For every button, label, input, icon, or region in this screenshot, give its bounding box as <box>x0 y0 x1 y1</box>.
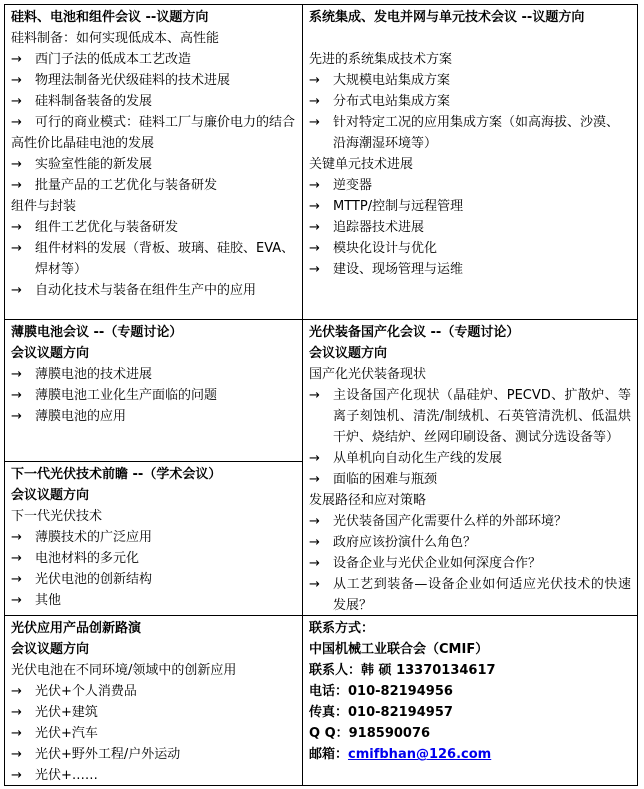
list-item: → 从单机向自动化生产线的发展 <box>309 448 631 469</box>
list-item: → 光伏装备国产化需要什么样的外部环境？ <box>309 511 631 532</box>
arrow-icon: → <box>309 535 320 550</box>
arrow-icon: → <box>11 283 22 298</box>
contact-fax-label: 传真： <box>309 705 349 720</box>
arrow-icon: → <box>11 241 22 256</box>
arrow-icon: → <box>309 241 320 256</box>
contact-person-row <box>309 660 631 681</box>
contact-person-label: 联系人： <box>309 663 362 678</box>
contact-tel-row <box>309 681 631 702</box>
list-item: → 其他 <box>11 590 296 611</box>
cell-pv-application-roadshow <box>5 616 302 785</box>
cell-silicon-battery-module <box>5 5 302 319</box>
arrow-icon: → <box>11 73 22 88</box>
cell3-heading: 薄膜电池会议 --（专题讨论） <box>11 325 183 340</box>
cell1-section-title: 硅料制备：如何实现低成本、高性能 <box>11 31 220 46</box>
arrow-icon: → <box>309 220 320 235</box>
list-item: → 追踪器技术进展 <box>309 217 631 238</box>
arrow-icon: → <box>309 472 320 487</box>
contact-email-label: 邮箱： <box>309 747 349 762</box>
list-item: → 分布式电站集成方案 <box>309 91 631 112</box>
list-item: → 光伏+汽车 <box>11 723 296 744</box>
list-item: → 政府应该扮演什么角色？ <box>309 532 631 553</box>
list-item: → 薄膜技术的广泛应用 <box>11 527 296 548</box>
arrow-icon: → <box>11 115 22 130</box>
cell4-subheading: 会议议题方向 <box>309 346 388 361</box>
arrow-icon: → <box>11 705 22 720</box>
arrow-icon: → <box>309 94 320 109</box>
cell3-subheading: 会议议题方向 <box>11 346 90 361</box>
arrow-icon: → <box>11 530 22 545</box>
arrow-icon: → <box>309 73 320 88</box>
list-item: → 薄膜电池的应用 <box>11 406 296 427</box>
cell6-subheading: 会议议题方向 <box>11 642 90 657</box>
list-item: → 批量产品的工艺优化与装备研发 <box>11 175 296 196</box>
list-item: → 光伏电池的创新结构 <box>11 569 296 590</box>
contact-email-row <box>309 744 631 765</box>
list-item: → 光伏+野外工程/户外运动 <box>11 744 296 765</box>
list-item: → 针对特定工况的应用集成方案（如高海拔、沙漠、沿海潮湿环境等） <box>309 112 631 154</box>
arrow-icon: → <box>11 94 22 109</box>
arrow-icon: → <box>11 726 22 741</box>
list-item: → 自动化技术与装备在组件生产中的应用 <box>11 280 296 301</box>
list-item: → 大规模电站集成方案 <box>309 70 631 91</box>
cell5-heading: 下一代光伏技术前瞻 --（学术会议） <box>11 467 222 482</box>
arrow-icon: → <box>309 115 320 130</box>
cell1-section-title: 高性价比晶硅电池的发展 <box>11 136 155 151</box>
cell6-heading: 光伏应用产品创新路演 <box>11 621 142 636</box>
contact-qq-row <box>309 723 631 744</box>
list-item: → 薄膜电池工业化生产面临的问题 <box>11 385 296 406</box>
cell4-heading: 光伏装备国产化会议 --（专题讨论） <box>309 325 520 340</box>
cell5-title: 下一代光伏技术 <box>11 509 103 524</box>
arrow-icon: → <box>309 577 320 592</box>
list-item: → 组件工艺优化与装备研发 <box>11 217 296 238</box>
cell4-section-title: 国产化光伏装备现状 <box>309 367 427 382</box>
list-item: → 西门子法的低成本工艺改造 <box>11 49 296 70</box>
arrow-icon: → <box>309 451 320 466</box>
list-item: → 设备企业与光伏企业如何深度合作？ <box>309 553 631 574</box>
arrow-icon: → <box>309 388 320 403</box>
cell-contact <box>303 616 637 785</box>
cell2-section-title: 先进的系统集成技术方案 <box>309 52 453 67</box>
list-item: → 硅料制备装备的发展 <box>11 91 296 112</box>
list-item: → 可行的商业模式：硅料工厂与廉价电力的结合 <box>11 112 296 133</box>
list-item: → 从工艺到装备—设备企业如何适应光伏技术的快速发展？ <box>309 574 631 615</box>
list-item: → 组件材料的发展（背板、玻璃、硅胶、EVA、焊材等） <box>11 238 296 280</box>
arrow-icon: → <box>309 199 320 214</box>
list-item: → 逆变器 <box>309 175 631 196</box>
contact-heading: 联系方式： <box>309 621 375 636</box>
arrow-icon: → <box>11 220 22 235</box>
arrow-icon: → <box>11 684 22 699</box>
arrow-icon: → <box>11 367 22 382</box>
cell2-section-title: 关键单元技术进展 <box>309 157 414 172</box>
contact-email-link[interactable]: cmifbhan@126.com <box>348 747 492 762</box>
list-item: → 面临的困难与瓶颈 <box>309 469 631 490</box>
cell2-heading: 系统集成、发电并网与单元技术会议 --议题方向 <box>309 10 585 25</box>
list-item: → 光伏+…… <box>11 765 296 785</box>
arrow-icon: → <box>11 747 22 762</box>
arrow-icon: → <box>11 572 22 587</box>
cell-equipment-localization <box>303 320 637 615</box>
contact-org: 中国机械工业联合会（CMIF） <box>309 642 489 657</box>
list-item: → 主设备国产化现状（晶硅炉、PECVD、扩散炉、等离子刻蚀机、清洗/制绒机、石英管清洗机、低温烘干炉、烧结炉、丝网印刷设备、测试分选设备等） <box>309 385 631 448</box>
arrow-icon: → <box>11 768 22 783</box>
cell5-subheading: 会议议题方向 <box>11 488 90 503</box>
list-item: → 光伏+个人消费品 <box>11 681 296 702</box>
arrow-icon: → <box>11 52 22 67</box>
contact-qq-label: Q Q： <box>309 726 349 741</box>
cell-next-gen-pv <box>5 462 302 615</box>
list-item: → 电池材料的多元化 <box>11 548 296 569</box>
arrow-icon: → <box>11 388 22 403</box>
cell6-title: 光伏电池在不同环境/领域中的创新应用 <box>11 663 237 678</box>
arrow-icon: → <box>309 514 320 529</box>
list-item: → 建设、现场管理与运维 <box>309 259 631 280</box>
list-item: → 物理法制备光伏级硅料的技术进展 <box>11 70 296 91</box>
arrow-icon: → <box>11 157 22 172</box>
arrow-icon: → <box>309 262 320 277</box>
list-item: → 实验室性能的新发展 <box>11 154 296 175</box>
cell-thin-film <box>5 320 302 461</box>
contact-tel: 010-82194956 <box>348 684 453 699</box>
contact-fax-row <box>309 702 631 723</box>
cell1-heading: 硅料、电池和组件会议 --议题方向 <box>11 10 209 25</box>
arrow-icon: → <box>309 178 320 193</box>
list-item: → 薄膜电池的技术进展 <box>11 364 296 385</box>
arrow-icon: → <box>11 409 22 424</box>
contact-fax: 010-82194957 <box>348 705 453 720</box>
conference-topics-table <box>4 4 638 786</box>
cell1-section-title: 组件与封装 <box>11 199 77 214</box>
arrow-icon: → <box>11 551 22 566</box>
contact-qq: 918590076 <box>348 726 431 741</box>
list-item: → MTTP/控制与远程管理 <box>309 196 631 217</box>
contact-person: 韩 硕 13370134617 <box>361 663 496 678</box>
list-item: → 光伏+建筑 <box>11 702 296 723</box>
list-item: → 模块化设计与优化 <box>309 238 631 259</box>
contact-tel-label: 电话： <box>309 684 349 699</box>
cell4-section-title: 发展路径和应对策略 <box>309 493 427 508</box>
arrow-icon: → <box>309 556 320 571</box>
arrow-icon: → <box>11 593 22 608</box>
cell-system-integration <box>303 5 637 319</box>
arrow-icon: → <box>11 178 22 193</box>
